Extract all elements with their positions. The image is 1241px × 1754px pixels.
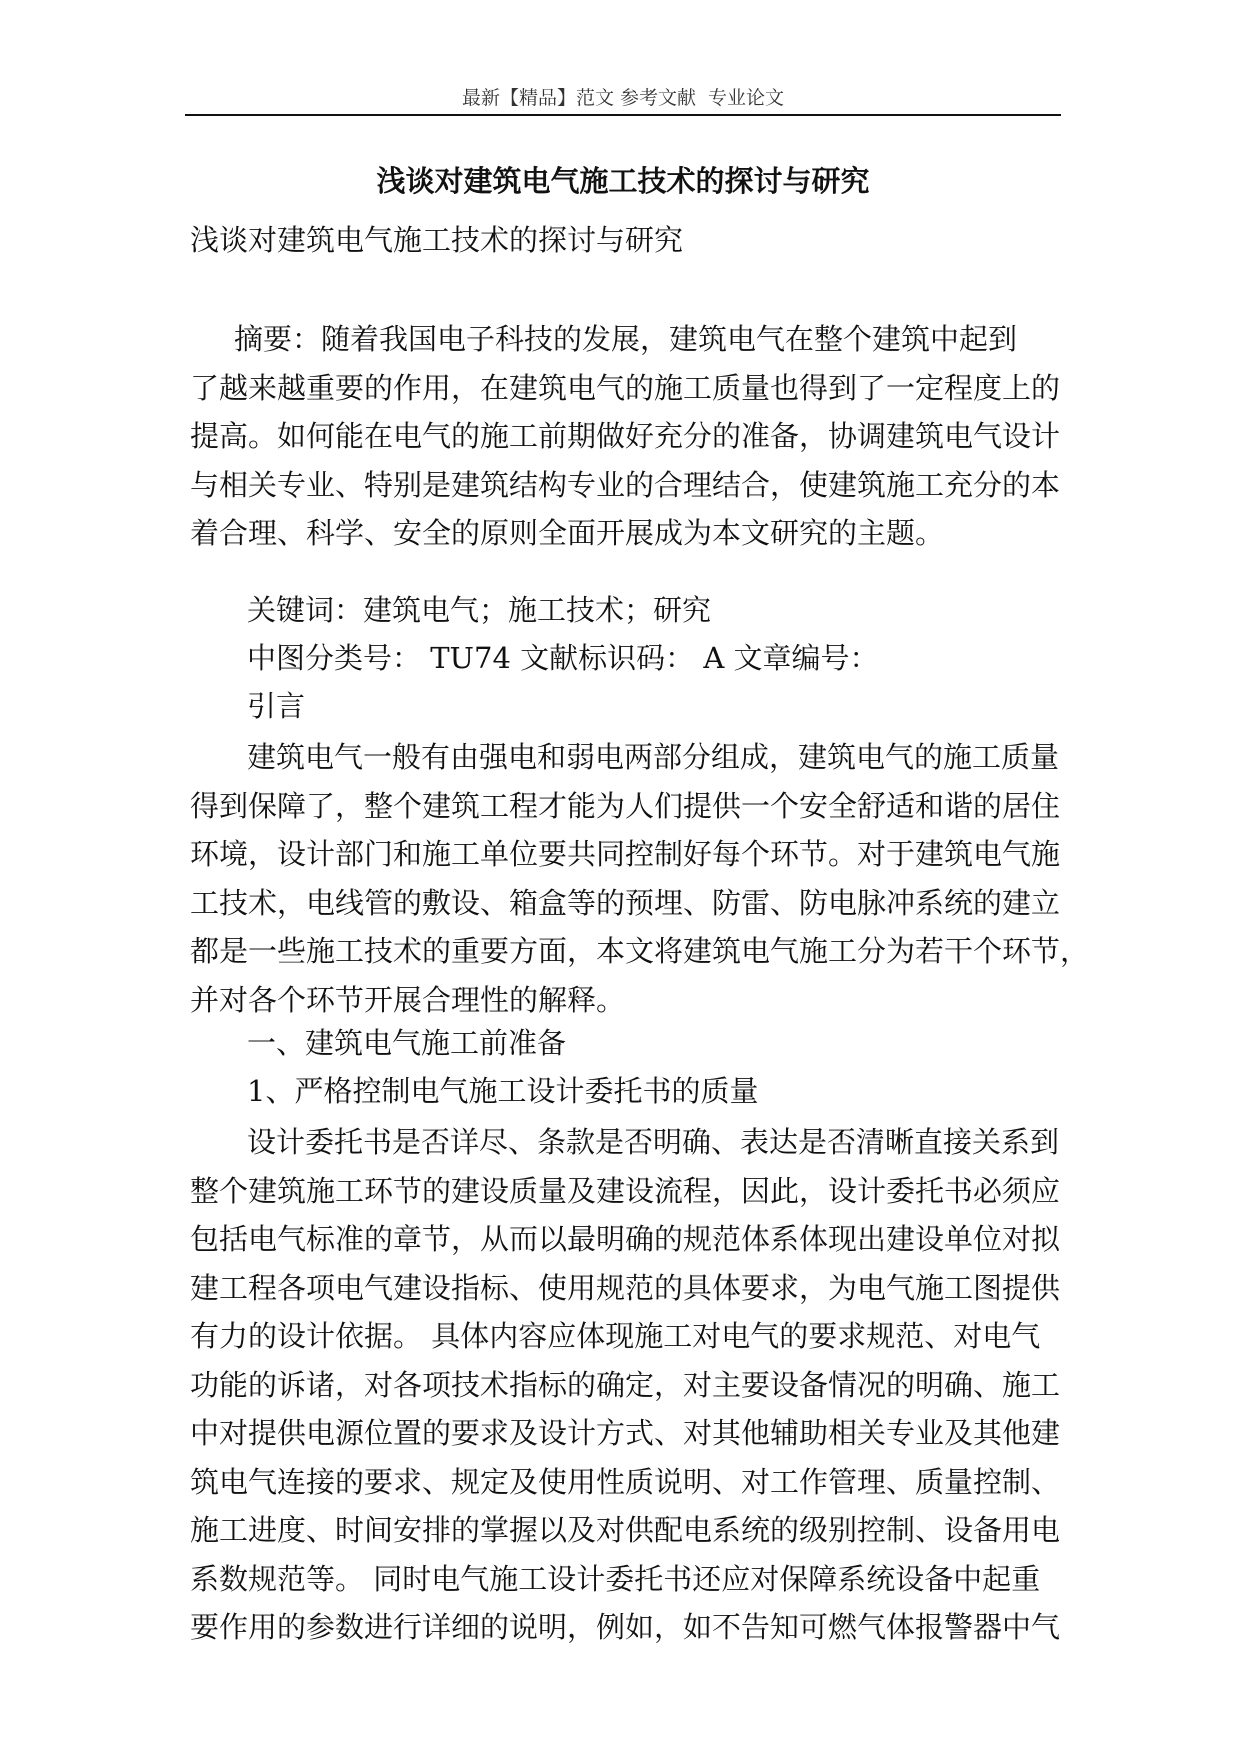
abstract-line: 摘要：随着我国电子科技的发展，建筑电气在整个建筑中起到: [234, 322, 1018, 356]
subsection-heading-1-1: 1、严格控制电气施工设计委托书的质量: [247, 1074, 759, 1108]
abstract-paragraph: [190, 315, 1060, 558]
body-line: 中对提供电源位置的要求及设计方式、对其他辅助相关专业及其他建: [190, 1416, 1061, 1450]
abstract-line: 与相关专业、特别是建筑结构专业的合理结合，使建筑施工充分的本: [190, 467, 1061, 502]
running-header: 最新【精品】范文 参考文献 专业论文: [461, 87, 785, 109]
body-line: 有力的设计依据。 具体内容应体现施工对电气的要求规范、对电气: [190, 1319, 1041, 1353]
body-line: 整个建筑施工环节的建设质量及建设流程，因此，设计委托书必须应: [190, 1173, 1061, 1208]
body-line: 筑电气连接的要求、规定及使用性质说明、对工作管理、质量控制、: [190, 1464, 1061, 1499]
intro-line: 环境，设计部门和施工单位要共同控制好每个环节。对于建筑电气施: [190, 837, 1061, 871]
header-rule: [185, 114, 1061, 116]
intro-line: 得到保障了，整个建筑工程才能为人们提供一个安全舒适和谐的居住: [190, 788, 1061, 823]
body-line: 要作用的参数进行详细的说明，例如，如不告知可燃气体报警器中气: [190, 1610, 1061, 1644]
body-line: 建工程各项电气建设指标、使用规范的具体要求，为电气施工图提供: [190, 1270, 1061, 1305]
keywords-line: 关键词：建筑电气；施工技术；研究: [247, 593, 712, 627]
document-subtitle: 浅谈对建筑电气施工技术的探讨与研究: [190, 223, 684, 257]
abstract-line: 提高。如何能在电气的施工前期做好充分的准备，协调建筑电气设计: [190, 419, 1061, 453]
body-line: 系数规范等。 同时电气施工设计委托书还应对保障系统设备中起重: [190, 1561, 1041, 1596]
intro-line: 都是一些施工技术的重要方面，本文将建筑电气施工分为若干个环节，: [190, 934, 1090, 968]
body-line: 设计委托书是否详尽、条款是否明确、表达是否清晰直接关系到: [247, 1125, 1060, 1159]
section-heading-1: 一、建筑电气施工前准备: [247, 1026, 567, 1060]
body-line: 施工进度、时间安排的掌握以及对供配电系统的级别控制、设备用电: [190, 1513, 1061, 1547]
body-line: 功能的诉诸，对各项技术指标的确定，对主要设备情况的明确、施工: [190, 1367, 1061, 1402]
document-title: 浅谈对建筑电气施工技术的探讨与研究: [376, 164, 870, 198]
intro-line: 工技术，电线管的敷设、箱盒等的预埋、防雷、防电脉冲系统的建立: [190, 885, 1061, 920]
abstract-line: 着合理、科学、安全的原则全面开展成为本文研究的主题。: [190, 516, 945, 550]
intro-paragraph: [190, 733, 1090, 1024]
intro-line: 建筑电气一般有由强电和弱电两部分组成，建筑电气的施工质量: [247, 740, 1060, 774]
classification-line: 中图分类号： TU74 文献标识码： A 文章编号：: [247, 641, 879, 675]
intro-line: 并对各个环节开展合理性的解释。: [190, 982, 626, 1017]
body-paragraph: [190, 1118, 1060, 1652]
abstract-line: 了越来越重要的作用，在建筑电气的施工质量也得到了一定程度上的: [190, 370, 1061, 405]
body-line: 包括电气标准的章节，从而以最明确的规范体系体现出建设单位对拟: [190, 1222, 1061, 1256]
intro-heading: 引言: [247, 689, 306, 723]
